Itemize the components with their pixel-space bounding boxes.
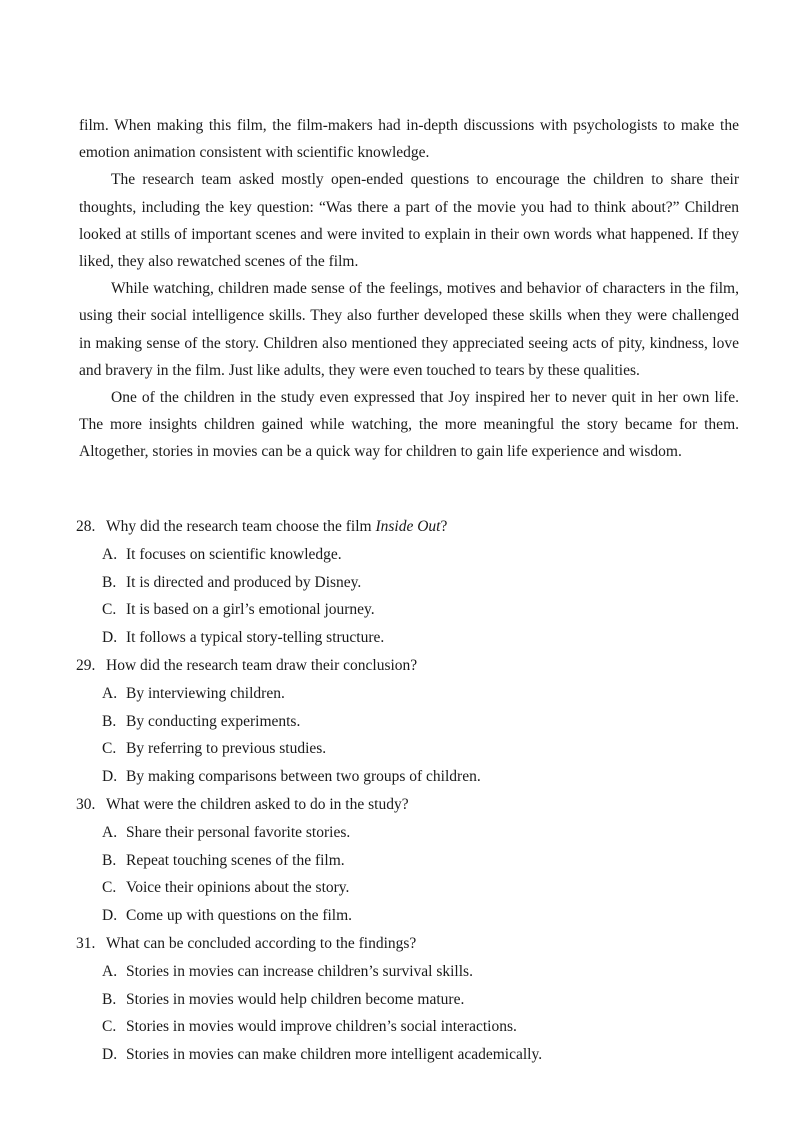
option-text: It is based on a girl’s emotional journey. bbox=[126, 601, 375, 619]
option-letter: B. bbox=[102, 712, 117, 730]
option-text: By conducting experiments. bbox=[126, 712, 301, 730]
option-letter: D. bbox=[102, 907, 118, 925]
film-title: Inside Out bbox=[375, 518, 441, 535]
question-number: 30. bbox=[76, 795, 96, 813]
question-number: 28. bbox=[76, 518, 96, 535]
option-b[interactable] bbox=[76, 569, 746, 597]
question-29 bbox=[76, 652, 746, 791]
option-text: It is directed and produced by Disney. bbox=[126, 573, 362, 591]
option-b[interactable] bbox=[76, 708, 746, 736]
passage-paragraph: film. When making this film, the film-makers had in-depth discussions with psychologists to make the emotion animation consistent with scientific knowledge. bbox=[79, 117, 739, 162]
option-text: By making comparisons between two groups of children. bbox=[126, 768, 481, 786]
question-number: 29. bbox=[76, 656, 96, 674]
option-d[interactable] bbox=[76, 902, 746, 930]
option-a[interactable] bbox=[76, 541, 746, 569]
passage-paragraph: The research team asked mostly open-ended questions to encourage the children to share their thoughts, including the key question: “Was there a part of the movie you had to think about?” Children looked at stills of important scenes and were invited to explain in their own words what happened. If they liked, they also rewatched scenes of the film. bbox=[79, 171, 739, 271]
option-c[interactable] bbox=[76, 735, 746, 763]
option-text: By interviewing children. bbox=[126, 684, 285, 702]
question-stem bbox=[76, 513, 746, 541]
question-number: 31. bbox=[76, 934, 96, 952]
option-letter: D. bbox=[102, 629, 118, 647]
question-30 bbox=[76, 791, 746, 930]
option-c[interactable] bbox=[76, 874, 746, 902]
question-28 bbox=[76, 513, 746, 652]
question-31 bbox=[76, 930, 746, 1069]
option-text: Stories in movies can increase children’s survival skills. bbox=[126, 962, 473, 980]
option-text: By referring to previous studies. bbox=[126, 740, 327, 758]
option-letter: C. bbox=[102, 740, 117, 758]
option-a[interactable] bbox=[76, 819, 746, 847]
option-d[interactable] bbox=[76, 624, 746, 652]
question-stem bbox=[76, 652, 746, 680]
question-text: How did the research team draw their conclusion? bbox=[106, 656, 418, 674]
option-letter: B. bbox=[102, 573, 117, 591]
passage-paragraph: While watching, children made sense of the feelings, motives and behavior of characters in the film, using their social intelligence skills. They also further developed these skills when they were challenged in making sense of the story. Children also mentioned they appreciated seeing acts of pity, kindness, love and bravery in the film. Just like adults, they were even touched to tears by these qualities. bbox=[79, 280, 739, 379]
option-text: Share their personal favorite stories. bbox=[126, 823, 351, 841]
option-letter: B. bbox=[102, 990, 117, 1008]
option-letter: D. bbox=[102, 768, 118, 786]
option-d[interactable] bbox=[76, 1041, 746, 1069]
question-mark: ? bbox=[440, 518, 448, 535]
option-letter: C. bbox=[102, 879, 117, 897]
option-c[interactable] bbox=[76, 596, 746, 624]
option-letter: C. bbox=[102, 601, 117, 619]
option-letter: A. bbox=[102, 962, 118, 980]
question-list bbox=[76, 513, 746, 1069]
option-b[interactable] bbox=[76, 847, 746, 875]
option-letter: A. bbox=[102, 545, 118, 563]
option-c[interactable] bbox=[76, 1013, 746, 1041]
option-text: Stories in movies can make children more intelligent academically. bbox=[126, 1046, 543, 1064]
passage-paragraph: One of the children in the study even expressed that Joy inspired her to never quit in her own life. The more insights children gained while watching, the more meaningful the story became for them. Altogether, stories in movies can be a quick way for children to gain life experience and wisdom. bbox=[79, 389, 739, 461]
option-text: Repeat touching scenes of the film. bbox=[126, 851, 345, 869]
option-text: Stories in movies would improve children’s social interactions. bbox=[126, 1018, 517, 1036]
option-a[interactable] bbox=[76, 958, 746, 986]
option-letter: A. bbox=[102, 823, 118, 841]
option-d[interactable] bbox=[76, 763, 746, 791]
option-text: It focuses on scientific knowledge. bbox=[126, 545, 342, 563]
option-text: It follows a typical story-telling structure. bbox=[126, 629, 385, 647]
option-a[interactable] bbox=[76, 680, 746, 708]
reading-passage bbox=[79, 112, 739, 466]
option-text: Voice their opinions about the story. bbox=[126, 879, 350, 897]
question-stem bbox=[76, 791, 746, 819]
question-text: What were the children asked to do in the study? bbox=[106, 795, 409, 813]
question-stem bbox=[76, 930, 746, 958]
question-text: What can be concluded according to the findings? bbox=[106, 934, 417, 952]
option-letter: C. bbox=[102, 1018, 117, 1036]
option-text: Come up with questions on the film. bbox=[126, 907, 353, 925]
question-text: Why did the research team choose the film bbox=[106, 518, 376, 535]
option-text: Stories in movies would help children become mature. bbox=[126, 990, 465, 1008]
option-letter: B. bbox=[102, 851, 117, 869]
option-b[interactable] bbox=[76, 986, 746, 1014]
option-letter: A. bbox=[102, 684, 118, 702]
option-letter: D. bbox=[102, 1046, 118, 1064]
